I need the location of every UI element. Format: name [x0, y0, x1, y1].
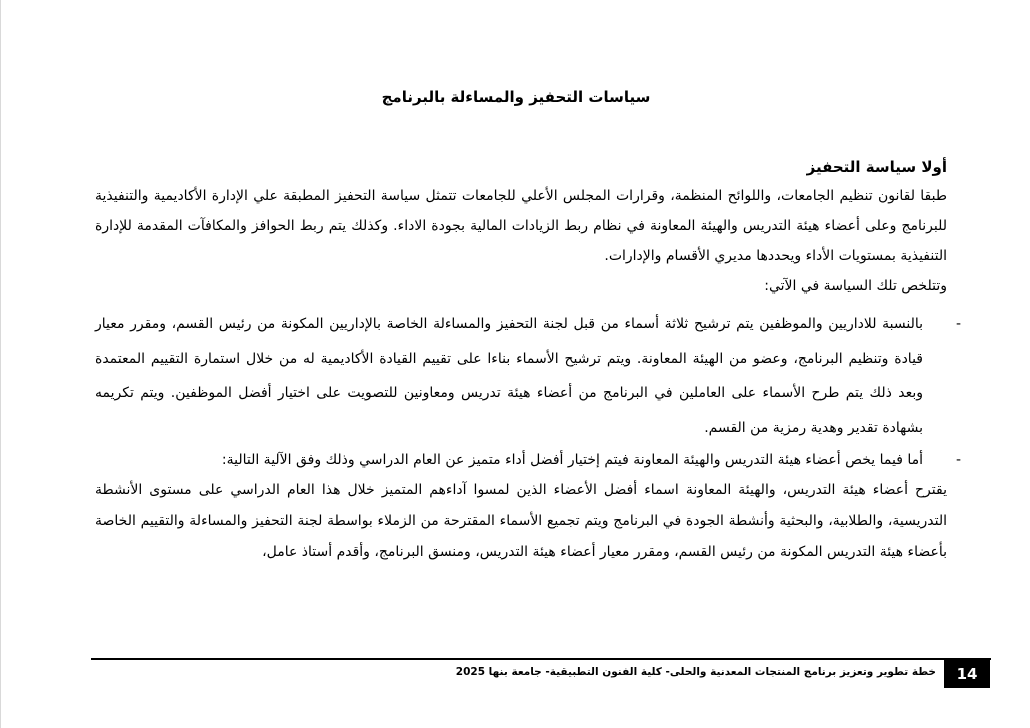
document-body: [95, 155, 961, 568]
page-number: 14: [944, 659, 990, 688]
intro-paragraph: طبقا لقانون تنظيم الجامعات، واللوائح المنظمة، وقرارات المجلس الأعلي للجامعات تتمثل سياسة التحفيز المطبقة علي الإدارة الأكاديمية والتنفيذية للبرنامج وعلى أعضاء هيئة التدريس والهيئة المعاونة في نظام ربط الزيادات المالية بجودة الاداء. وكذلك يتم ربط الحوافز والمكافآت المقدمة للإدارة التنفيذية بمستويات الأداء ويحددها مديري الأقسام والإدارات.: [95, 188, 947, 264]
footer-divider: [91, 658, 991, 660]
bullet-item-staff: [95, 307, 961, 445]
bullet-text: أما فيما يخص أعضاء هيئة التدريس والهيئة المعاونة فيتم إختيار أفضل أداء متميز عن العام الدراسي وذلك وفق الآلية التالية:: [221, 452, 923, 468]
summary-line: وتتلخص تلك السياسة في الآتي:: [764, 278, 947, 294]
faculty-procedure-paragraph: يقترح أعضاء هيئة التدريس، والهيئة المعاونة اسماء أفضل الأعضاء الذين لمسوا آداءهم المتميز خلال هذا العام الدراسي على مستوى الأنشطة التدريسية، والطلابية، والبحثية وأنشطة الجودة في البرنامج ويتم تجميع الأسماء المقترحة من الزملاء بواسطة لجنة التحفيز والمساءلة والتقييم الخاصة بأعضاء هيئة التدريس المكونة من رئيس القسم، ومقرر معيار أعضاء هيئة التدريس، ومنسق البرنامج، وأقدم أستاذ عامل،: [95, 482, 947, 560]
bullet-marker: -: [955, 316, 961, 332]
footer-text: خطة تطوير وتعزيز برنامج المنتجات المعدنية والحلى- كلية الفنون التطبيقية- جامعة بنها 2025: [455, 666, 936, 678]
bullet-marker: -: [955, 452, 961, 468]
bullet-text: بالنسبة للاداريين والموظفين يتم ترشيح ثلاثة أسماء من قبل لجنة التحفيز والمساءلة الخاصة بالإداريين المكونة من رئيس القسم، ومقرر معيار قيادة وتنظيم البرنامج، وعضو من الهيئة المعاونة. ويتم ترشيح الأسماء بناءا على تقييم القيادة الأكاديمية له من خلال استمارة التقييم المعتمدة وبعد ذلك يتم طرح الأسماء على العاملين في البرنامج من أعضاء هيئة تدريس ومعاونين للتصويت على اختيار أفضل الموظفين. ويتم تكريمه بشهادة تقدير وهدية رمزية من القسم.: [95, 316, 923, 436]
bullet-item-faculty: [95, 445, 961, 475]
page-title: سياسات التحفيز والمساءلة بالبرنامج: [381, 88, 651, 106]
section-heading: أولا سياسة التحفيز: [806, 158, 947, 176]
